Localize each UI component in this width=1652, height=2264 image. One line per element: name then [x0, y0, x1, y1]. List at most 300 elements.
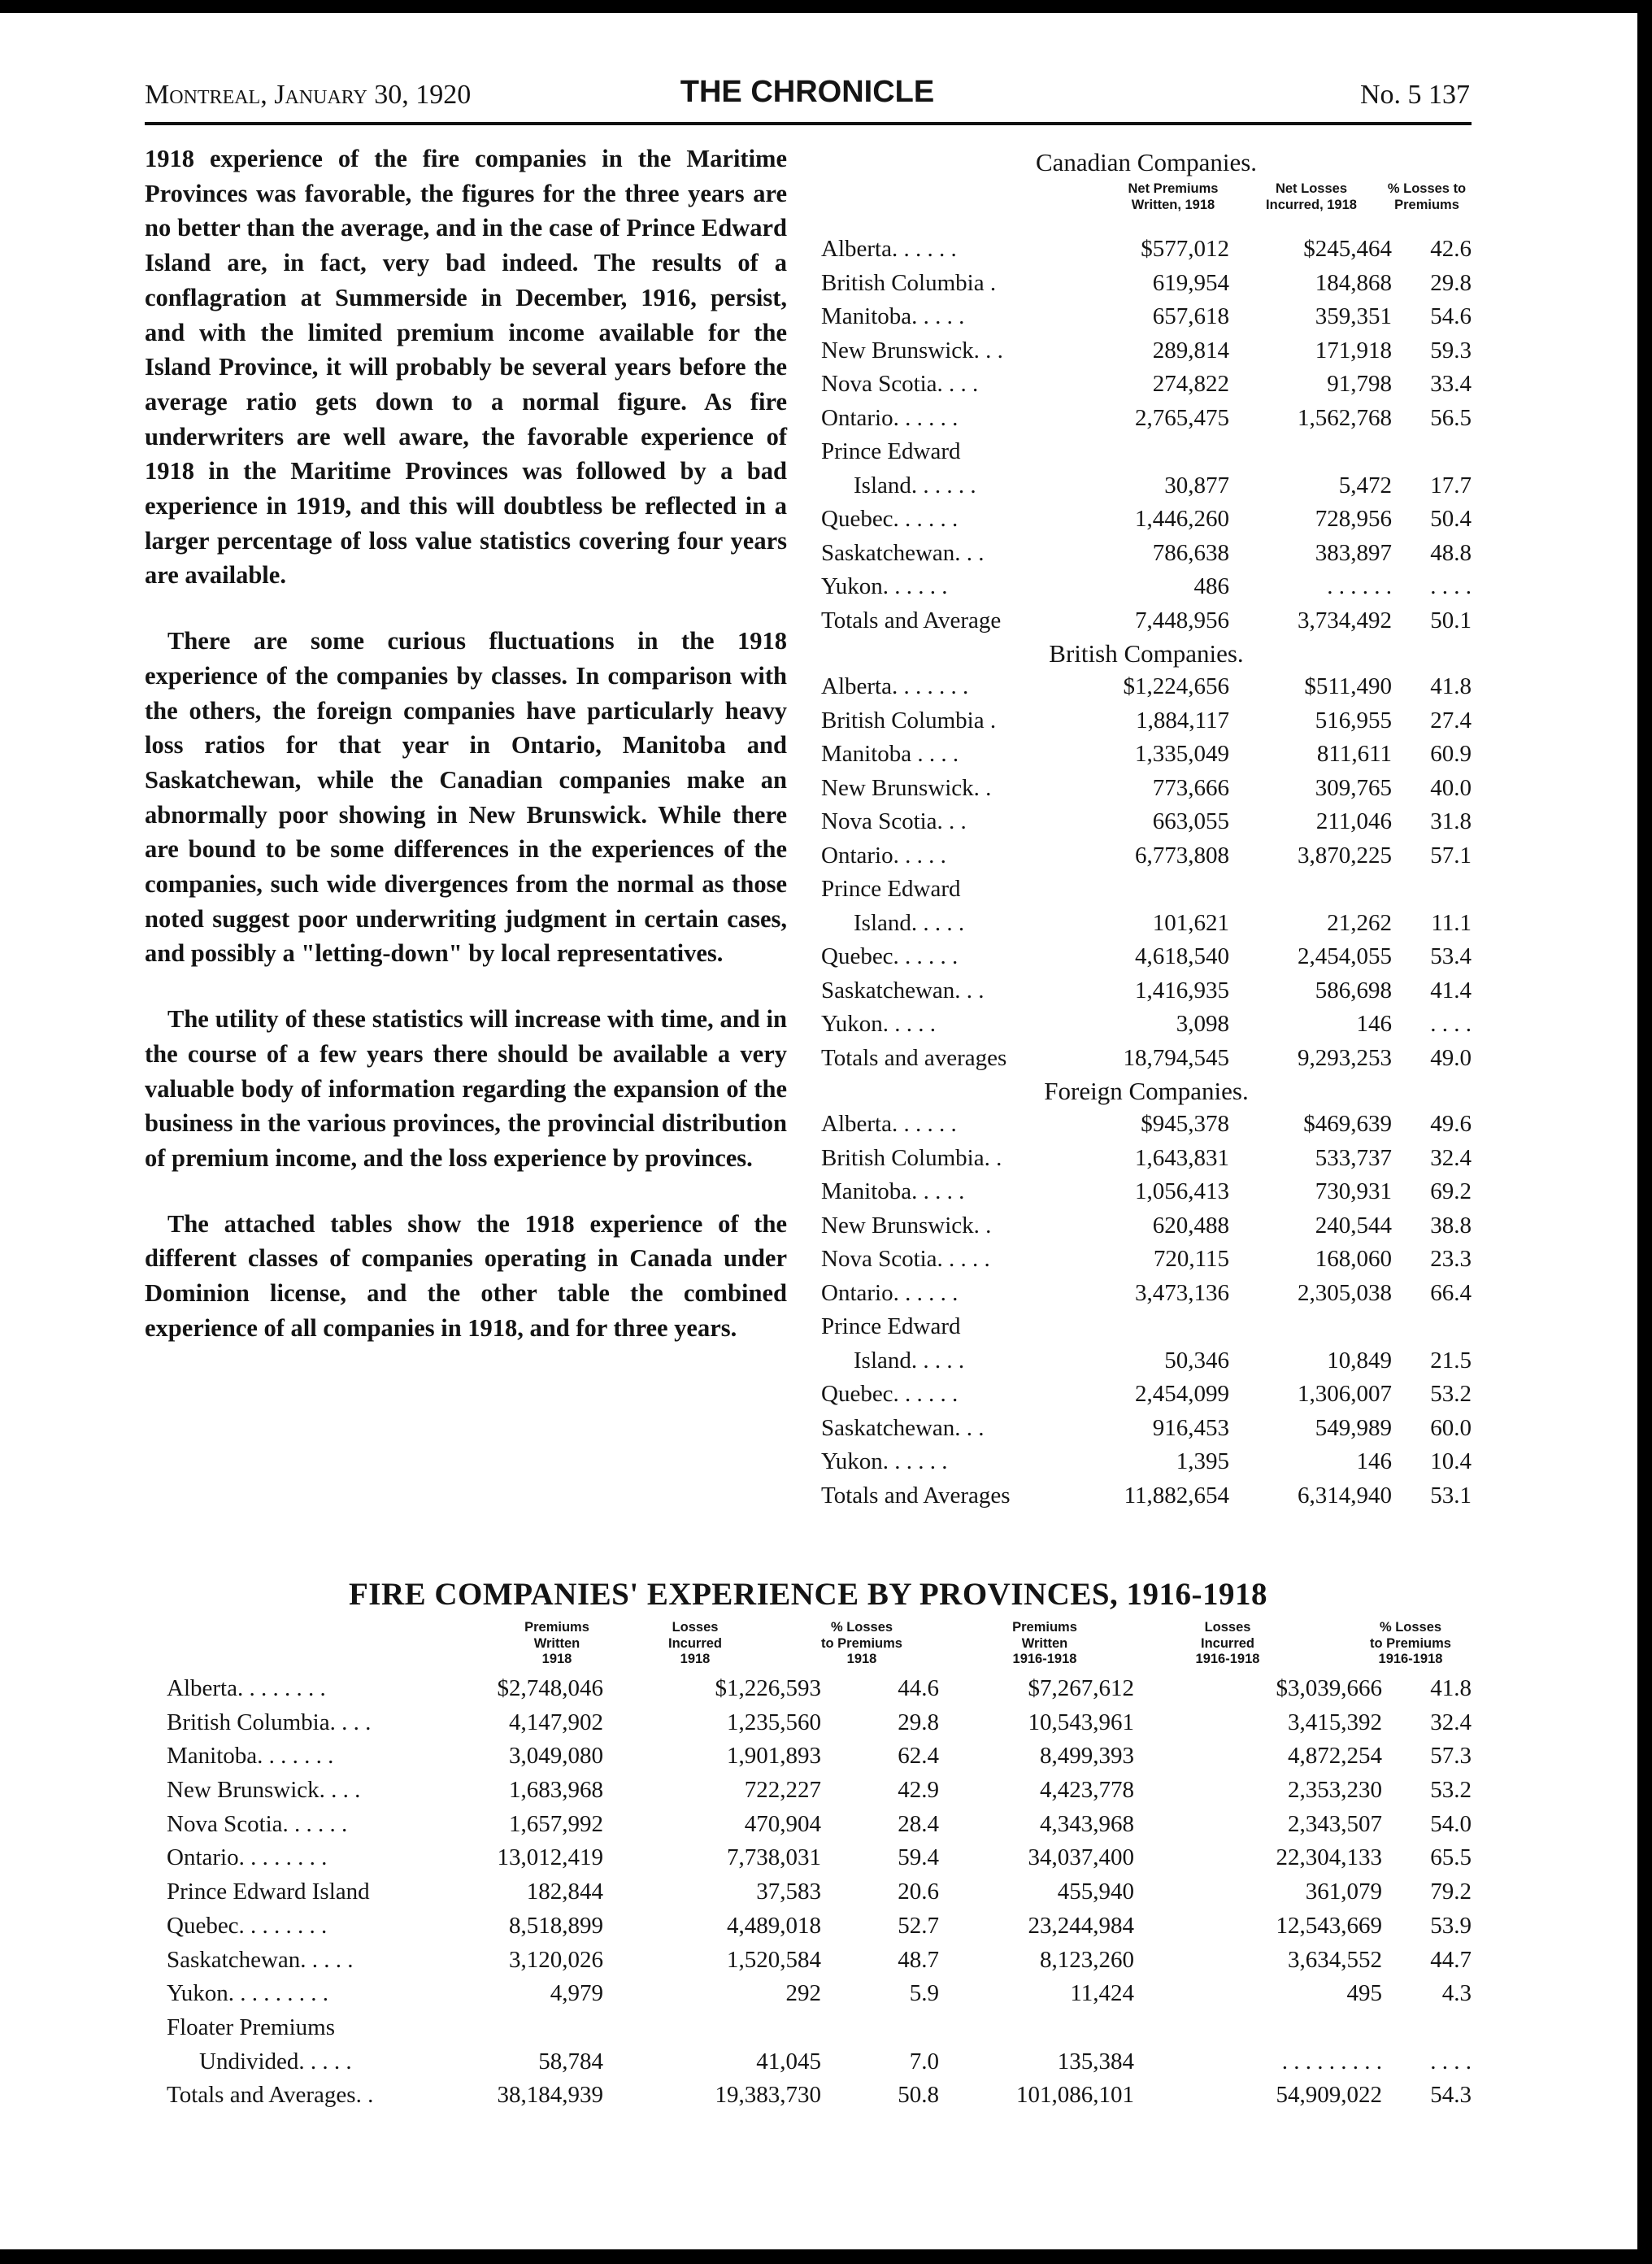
paragraph: 1918 experience of the fire companies in the Maritime Provinces was favorable, the figures for the three years are no better than the average, and in the case of Prince Edward Island are, in fact, very bad indeed. The results of a conflagration at Summerside in December, 1916, persist, and with the limited premium income available for the Island Province, it will probably be several years before the average ratio gets down to a normal figure. As fire underwriters are well aware, the favorable experience of 1918 in the Maritime Provinces was followed by a bad experience in 1919, and this will doubtless be reflected in a larger percentage of loss value statistics covering four years are available.: [145, 145, 787, 590]
row-label: Quebec. . . . . . . .: [167, 1912, 328, 1939]
header-line: 1916-1918: [1012, 1652, 1077, 1666]
losses-3yr-cell: 3,634,552: [1288, 1946, 1382, 1973]
loss-ratio-cell: . . . .: [1430, 573, 1472, 599]
row-label: Island. . . . . .: [854, 472, 976, 499]
ratio-1918-cell: 50.8: [898, 2082, 939, 2109]
net-losses-cell: 730,931: [1315, 1178, 1392, 1204]
row-label: Yukon. . . . . . . . .: [167, 1980, 328, 2007]
loss-ratio-cell: 53.4: [1430, 943, 1472, 969]
net-losses-cell: 91,798: [1327, 371, 1392, 397]
net-premiums-cell: 289,814: [1152, 337, 1229, 364]
header-line: 1916-1918: [1195, 1652, 1260, 1666]
net-losses-cell: $511,490: [1304, 673, 1392, 699]
premiums-3yr-cell: 4,423,778: [1040, 1777, 1134, 1804]
table-row: [821, 839, 1472, 873]
ratio-3yr-cell: . . . .: [1430, 2048, 1472, 2075]
row-label: Nova Scotia. . . .: [821, 371, 979, 397]
row-label: Quebec. . . . . .: [821, 1381, 959, 1407]
experience-table-headers: [167, 1620, 1472, 1672]
table-row: [821, 670, 1472, 704]
header-losses-1918: [646, 1620, 744, 1668]
row-label: Totals and Average: [821, 607, 1002, 633]
net-losses-cell: 10,849: [1327, 1347, 1392, 1374]
table-row: [167, 1808, 1472, 1842]
loss-ratio-cell: 50.4: [1430, 506, 1472, 532]
header-line: Losses: [1204, 1620, 1251, 1635]
table-row: [821, 1042, 1472, 1076]
net-premiums-cell: 1,416,935: [1135, 977, 1229, 1004]
row-label: Totals and Averages. .: [167, 2082, 374, 2109]
article-text: [145, 142, 787, 1377]
header-line: 1916-1918: [1378, 1652, 1443, 1666]
net-losses-cell: $469,639: [1303, 1111, 1392, 1137]
net-losses-cell: 309,765: [1315, 774, 1392, 801]
table-row: [167, 1841, 1472, 1875]
canadian-title: Canadian Companies.: [1035, 148, 1258, 176]
net-losses-cell: 6,314,940: [1298, 1482, 1392, 1509]
loss-ratio-cell: 32.4: [1430, 1144, 1472, 1171]
net-losses-cell: 383,897: [1315, 539, 1392, 566]
ratio-1918-cell: 20.6: [898, 1879, 939, 1905]
table-row: [821, 1479, 1472, 1513]
net-premiums-cell: 620,488: [1152, 1212, 1229, 1239]
net-premiums-cell: 11,882,654: [1124, 1482, 1229, 1509]
ratio-1918-cell: 48.7: [898, 1946, 939, 1973]
ratio-1918-cell: 59.4: [898, 1844, 939, 1871]
net-premiums-cell: 101,621: [1152, 909, 1229, 936]
net-premiums-cell: 720,115: [1153, 1246, 1229, 1272]
net-losses-cell: 5,472: [1338, 472, 1392, 499]
net-premiums-cell: 1,643,831: [1135, 1144, 1229, 1171]
premiums-3yr-cell: 11,424: [1070, 1980, 1134, 2007]
losses-3yr-cell: 54,909,022: [1276, 2082, 1382, 2109]
foreign-rows: [821, 1108, 1472, 1513]
header-line: Written: [1021, 1635, 1068, 1651]
net-premiums-cell: 50,346: [1164, 1347, 1229, 1374]
net-premiums-cell: 1,446,260: [1135, 506, 1229, 532]
net-premiums-cell: 663,055: [1152, 808, 1229, 834]
premiums-3yr-cell: 34,037,400: [1028, 1844, 1134, 1871]
loss-ratio-cell: 59.3: [1430, 337, 1472, 364]
net-losses-cell: 516,955: [1315, 707, 1392, 734]
header-title: THE CHRONICLE: [680, 75, 935, 109]
losses-3yr-cell: 2,343,507: [1288, 1810, 1382, 1837]
ratio-1918-cell: 52.7: [898, 1912, 939, 1939]
table-row: [821, 805, 1472, 839]
loss-ratio-cell: 66.4: [1430, 1279, 1472, 1306]
row-label: Saskatchewan. . . . .: [167, 1946, 354, 1973]
table-row: [821, 300, 1472, 334]
row-label: Ontario. . . . .: [821, 842, 946, 869]
experience-table-title: FIRE COMPANIES' EXPERIENCE BY PROVINCES, 1916-1918: [348, 1577, 1268, 1612]
net-premiums-cell: 3,098: [1176, 1011, 1229, 1037]
ratio-3yr-cell: 53.2: [1430, 1777, 1472, 1804]
net-premiums-cell: 619,954: [1152, 269, 1229, 296]
losses-3yr-cell: 3,415,392: [1288, 1709, 1382, 1735]
row-label: British Columbia. .: [821, 1144, 1002, 1171]
row-label: British Columbia .: [821, 707, 997, 734]
row-label: Ontario. . . . . .: [821, 404, 959, 431]
table-row: [821, 267, 1472, 301]
ratio-1918-cell: 29.8: [898, 1709, 939, 1735]
row-label: Manitoba. . . . .: [821, 303, 965, 329]
loss-ratio-cell: 69.2: [1430, 1178, 1472, 1204]
table-row: [821, 738, 1472, 772]
loss-ratio-cell: 31.8: [1430, 808, 1472, 834]
header-line: % Losses: [830, 1620, 893, 1635]
losses-3yr-cell: 22,304,133: [1276, 1844, 1382, 1871]
premiums-3yr-cell: 23,244,984: [1028, 1912, 1134, 1939]
net-losses-cell: 728,956: [1315, 506, 1392, 532]
losses-1918-cell: 722,227: [744, 1777, 821, 1804]
class-column-headers: [821, 179, 1472, 233]
net-losses-cell: . . . . . .: [1327, 573, 1392, 599]
foreign-title: Foreign Companies.: [1044, 1077, 1249, 1105]
net-losses-cell: 146: [1356, 1011, 1392, 1037]
losses-1918-cell: 4,489,018: [727, 1912, 821, 1939]
row-label: Quebec. . . . . .: [821, 943, 959, 969]
premiums-1918-cell: $2,748,046: [497, 1675, 603, 1701]
class-tables: [821, 146, 1472, 1513]
table-row: [821, 1142, 1472, 1176]
table-row: [167, 1875, 1472, 1909]
header-rule: [145, 122, 1472, 125]
row-label: Prince Edward: [821, 876, 961, 902]
table-row: [821, 1209, 1472, 1243]
ratio-1918-cell: 62.4: [898, 1743, 939, 1770]
losses-1918-cell: 470,904: [744, 1810, 821, 1837]
ratio-3yr-cell: 54.3: [1430, 2082, 1472, 2109]
row-label: Alberta. . . . . . . .: [167, 1675, 326, 1701]
premiums-3yr-cell: 101,086,101: [1016, 2082, 1134, 2109]
net-premiums-cell: 4,618,540: [1135, 943, 1229, 969]
premiums-3yr-cell: 8,499,393: [1040, 1743, 1134, 1770]
net-losses-cell: 9,293,253: [1298, 1044, 1392, 1071]
losses-1918-cell: 292: [785, 1980, 821, 2007]
british-title: British Companies.: [1049, 639, 1244, 668]
ratio-3yr-cell: 41.8: [1430, 1675, 1472, 1701]
header-premiums-3yr: [988, 1620, 1102, 1668]
header-line: Losses: [672, 1620, 719, 1635]
losses-1918-cell: $1,226,593: [715, 1675, 821, 1701]
net-losses-cell: 359,351: [1315, 303, 1392, 329]
row-label: Quebec. . . . . .: [821, 506, 959, 532]
row-label: Saskatchewan. . .: [821, 1414, 985, 1441]
table-row: [821, 503, 1472, 537]
header-line: % Losses: [1379, 1620, 1442, 1635]
table-row: [821, 1108, 1472, 1142]
ratio-3yr-cell: 79.2: [1430, 1879, 1472, 1905]
table-row: [167, 1774, 1472, 1808]
net-premiums-cell: $945,378: [1141, 1111, 1229, 1137]
table-row: [821, 1008, 1472, 1042]
net-losses-cell: 533,737: [1315, 1144, 1392, 1171]
table-row: [167, 1706, 1472, 1740]
header-line: Written: [533, 1635, 580, 1651]
row-label: Floater Premiums: [167, 2014, 336, 2040]
header-ratio-1918: [817, 1620, 906, 1668]
table-row: [821, 435, 1472, 469]
header-issue: No. 5 137: [1359, 80, 1470, 110]
loss-ratio-cell: 33.4: [1430, 371, 1472, 397]
ratio-3yr-cell: 32.4: [1430, 1709, 1472, 1735]
row-label: Manitoba. . . . . . .: [167, 1743, 334, 1770]
table-row: [821, 772, 1472, 806]
loss-ratio-cell: 41.8: [1430, 673, 1472, 699]
paragraph: The attached tables show the 1918 experience of the different classes of companies operating in Canada under Dominion license, and the other table the combined experience of all companies in 1918, and for three years.: [145, 1209, 787, 1342]
net-premiums-cell: 1,395: [1176, 1448, 1229, 1474]
loss-ratio-cell: 50.1: [1430, 607, 1472, 633]
net-premiums-cell: $577,012: [1141, 236, 1229, 262]
net-losses-cell: 3,870,225: [1298, 842, 1392, 869]
net-premiums-cell: 3,473,136: [1135, 1279, 1229, 1306]
net-losses-cell: 184,868: [1315, 269, 1392, 296]
row-label: Island. . . . .: [854, 909, 965, 936]
row-label: Undivided. . . . .: [199, 2048, 352, 2075]
experience-rows: [167, 1672, 1472, 2113]
loss-ratio-cell: 27.4: [1430, 707, 1472, 734]
premiums-1918-cell: 58,784: [538, 2048, 603, 2075]
ratio-1918-cell: 44.6: [898, 1675, 939, 1701]
loss-ratio-cell: 42.6: [1430, 236, 1472, 262]
ratio-3yr-cell: 54.0: [1430, 1810, 1472, 1837]
losses-3yr-cell: 495: [1346, 1980, 1382, 2007]
net-premiums-cell: 7,448,956: [1135, 607, 1229, 633]
row-label: Nova Scotia. . . . .: [821, 1246, 990, 1272]
net-premiums-cell: 657,618: [1152, 303, 1229, 329]
row-label: Prince Edward: [821, 438, 961, 464]
net-premiums-cell: 6,773,808: [1135, 842, 1229, 869]
loss-ratio-cell: 40.0: [1430, 774, 1472, 801]
premiums-1918-cell: 4,979: [550, 1980, 603, 2007]
loss-ratio-cell: 53.1: [1430, 1482, 1472, 1509]
losses-3yr-cell: 2,353,230: [1288, 1777, 1382, 1804]
experience-table: [167, 1620, 1472, 2113]
net-losses-cell: 3,734,492: [1298, 607, 1392, 633]
premiums-3yr-cell: 455,940: [1057, 1879, 1134, 1905]
premiums-3yr-cell: $7,267,612: [1028, 1675, 1134, 1701]
table-row: [821, 704, 1472, 738]
premiums-1918-cell: 1,657,992: [509, 1810, 603, 1837]
losses-1918-cell: 19,383,730: [715, 2082, 821, 2109]
row-label: Alberta. . . . . .: [821, 236, 957, 262]
loss-ratio-cell: 57.1: [1430, 842, 1472, 869]
header-line: Incurred: [1200, 1635, 1255, 1651]
table-row: [821, 1378, 1472, 1412]
losses-1918-cell: 7,738,031: [727, 1844, 821, 1871]
table-row: [821, 537, 1472, 571]
loss-ratio-cell: 38.8: [1430, 1212, 1472, 1239]
net-losses-cell: 586,698: [1315, 977, 1392, 1004]
loss-ratio-cell: 53.2: [1430, 1381, 1472, 1407]
table-row: [167, 2079, 1472, 2113]
net-losses-cell: 2,454,055: [1298, 943, 1392, 969]
table-row: [167, 1672, 1472, 1706]
header-line: Premiums: [524, 1620, 589, 1635]
loss-ratio-cell: 49.6: [1430, 1111, 1472, 1137]
premiums-1918-cell: 8,518,899: [509, 1912, 603, 1939]
ratio-1918-cell: 42.9: [898, 1777, 939, 1804]
premiums-3yr-cell: 4,343,968: [1040, 1810, 1134, 1837]
net-premiums-cell: $1,224,656: [1123, 673, 1229, 699]
ratio-3yr-cell: 57.3: [1430, 1743, 1472, 1770]
row-label: Saskatchewan. . .: [821, 977, 985, 1004]
losses-3yr-cell: $3,039,666: [1276, 1675, 1382, 1701]
losses-3yr-cell: 12,543,669: [1276, 1912, 1382, 1939]
row-label: Yukon. . . . . .: [821, 1448, 948, 1474]
net-losses-cell: 1,306,007: [1298, 1381, 1392, 1407]
losses-1918-cell: 37,583: [756, 1879, 821, 1905]
table-row: [821, 1344, 1472, 1378]
premiums-1918-cell: 4,147,902: [509, 1709, 603, 1735]
row-label: Manitoba. . . . .: [821, 1178, 965, 1204]
header-premiums-1918: [508, 1620, 606, 1668]
row-label: New Brunswick. .: [821, 774, 992, 801]
row-label: British Columbia. . . .: [167, 1709, 372, 1735]
losses-3yr-cell: . . . . . . . . .: [1281, 2048, 1382, 2075]
row-label: New Brunswick. .: [821, 1212, 992, 1239]
header-line: Premiums: [1012, 1620, 1077, 1635]
table-row: [167, 1739, 1472, 1774]
net-premiums-cell: 786,638: [1152, 539, 1229, 566]
header-line: 1918: [541, 1652, 572, 1666]
ratio-3yr-cell: 4.3: [1441, 1980, 1472, 2007]
losses-1918-cell: 1,235,560: [727, 1709, 821, 1735]
row-label: Prince Edward: [821, 1313, 961, 1339]
header-net-losses: Net Losses Incurred, 1918: [1266, 181, 1357, 212]
net-losses-cell: 211,046: [1315, 808, 1392, 834]
header-ratio-3yr: [1350, 1620, 1472, 1668]
table-row: [821, 940, 1472, 974]
row-label: Manitoba . . . .: [821, 741, 959, 767]
ratio-1918-cell: 5.9: [909, 1980, 939, 2007]
row-label: Saskatchewan. . .: [821, 539, 985, 566]
loss-ratio-cell: 60.9: [1430, 741, 1472, 767]
net-premiums-cell: 916,453: [1152, 1414, 1229, 1441]
net-premiums-cell: 773,666: [1152, 774, 1229, 801]
row-label: New Brunswick. . . .: [167, 1777, 361, 1804]
table-row: [821, 233, 1472, 267]
table-row: [821, 334, 1472, 368]
paragraph: There are some curious fluctuations in the 1918 experience of the companies by classes. In comparison with the others, the foreign companies have particularly heavy loss ratios for that year in Ontario, Manitoba and Saskatchewan, while the Canadian companies make an abnormally poor showing in New Brunswick. While there are bound to be some differences in the experiences of the companies, such wide divergences from the normal as those noted suggest poor underwriting judgment in certain cases, and possibly a "letting-down" by local representatives.: [145, 627, 787, 968]
losses-1918-cell: 1,901,893: [727, 1743, 821, 1770]
loss-ratio-cell: 56.5: [1430, 404, 1472, 431]
net-premiums-cell: 2,765,475: [1135, 404, 1229, 431]
net-losses-cell: 811,611: [1316, 741, 1392, 767]
net-losses-cell: 549,989: [1315, 1414, 1392, 1441]
paragraph: The utility of these statistics will increase with time, and in the course of a few years there should be available a very valuable body of information regarding the expansion of the business in the various provinces, the provincial distribution of premium income, and the loss experience by provinces.: [145, 1005, 787, 1172]
loss-ratio-cell: 49.0: [1430, 1044, 1472, 1071]
table-row: [167, 2045, 1472, 2079]
loss-ratio-cell: 17.7: [1430, 472, 1472, 499]
row-label: British Columbia .: [821, 269, 997, 296]
table-row: [821, 1175, 1472, 1209]
net-premiums-cell: 2,454,099: [1135, 1381, 1229, 1407]
header-line: Incurred: [667, 1635, 723, 1651]
table-row: [167, 1909, 1472, 1944]
net-premiums-cell: 18,794,545: [1123, 1044, 1229, 1071]
premiums-1918-cell: 38,184,939: [497, 2082, 603, 2109]
net-losses-cell: 21,262: [1327, 909, 1392, 936]
british-rows: [821, 670, 1472, 1075]
loss-ratio-cell: 21.5: [1430, 1347, 1472, 1374]
losses-3yr-cell: 4,872,254: [1288, 1743, 1382, 1770]
ratio-3yr-cell: 44.7: [1430, 1946, 1472, 1973]
net-premiums-cell: 30,877: [1164, 472, 1229, 499]
row-label: Alberta. . . . . . .: [821, 673, 969, 699]
table-row: [821, 907, 1472, 941]
loss-ratio-cell: 10.4: [1430, 1448, 1472, 1474]
header-loss-ratio: % Losses to Premiums: [1387, 181, 1467, 212]
ratio-1918-cell: 7.0: [909, 2048, 939, 2075]
loss-ratio-cell: 23.3: [1430, 1246, 1472, 1272]
row-label: Prince Edward Island: [167, 1879, 370, 1905]
loss-ratio-cell: 60.0: [1430, 1414, 1472, 1441]
losses-1918-cell: 41,045: [756, 2048, 821, 2075]
loss-ratio-cell: 11.1: [1431, 909, 1472, 936]
table-row: [821, 1277, 1472, 1311]
loss-ratio-cell: 41.4: [1430, 977, 1472, 1004]
row-label: Ontario. . . . . . . .: [167, 1844, 328, 1871]
table-row: [167, 1944, 1472, 1978]
row-label: Yukon. . . . . .: [821, 573, 948, 599]
row-label: New Brunswick. . .: [821, 337, 1003, 364]
net-losses-cell: 168,060: [1315, 1246, 1392, 1272]
net-losses-cell: 240,544: [1315, 1212, 1392, 1239]
row-label: Ontario. . . . . .: [821, 1279, 959, 1306]
net-losses-cell: 1,562,768: [1298, 404, 1392, 431]
table-row: [821, 570, 1472, 604]
premiums-3yr-cell: 8,123,260: [1040, 1946, 1134, 1973]
table-row: [167, 2011, 1472, 2045]
net-losses-cell: 171,918: [1315, 337, 1392, 364]
table-row: [821, 873, 1472, 907]
premiums-1918-cell: 13,012,419: [497, 1844, 603, 1871]
header-line: 1918: [680, 1652, 711, 1666]
net-premiums-cell: 1,056,413: [1135, 1178, 1229, 1204]
running-head: [145, 75, 1470, 115]
table-row: [821, 402, 1472, 436]
net-premiums-cell: 274,822: [1152, 371, 1229, 397]
header-date: Montreal, January 30, 1920: [145, 80, 472, 110]
loss-ratio-cell: . . . .: [1430, 1011, 1472, 1037]
canadian-rows: [821, 233, 1472, 638]
row-label: Yukon. . . . .: [821, 1011, 936, 1037]
header-line: 1918: [846, 1652, 877, 1666]
premiums-1918-cell: 3,120,026: [509, 1946, 603, 1973]
row-label: Alberta. . . . . .: [821, 1111, 957, 1137]
net-premiums-cell: 486: [1193, 573, 1229, 599]
header-net-premiums: Net Premiums Written, 1918: [1128, 181, 1219, 212]
net-losses-cell: $245,464: [1303, 236, 1392, 262]
table-row: [821, 974, 1472, 1008]
table-row: [821, 469, 1472, 503]
row-label: Totals and Averages: [821, 1482, 1011, 1509]
ratio-1918-cell: 28.4: [898, 1810, 939, 1837]
header-line: to Premiums: [821, 1635, 902, 1651]
premiums-1918-cell: 1,683,968: [509, 1777, 603, 1804]
row-label: Nova Scotia. . .: [821, 808, 967, 834]
net-losses-cell: 2,305,038: [1298, 1279, 1392, 1306]
table-row: [167, 1977, 1472, 2011]
premiums-1918-cell: 3,049,080: [509, 1743, 603, 1770]
loss-ratio-cell: 48.8: [1430, 539, 1472, 566]
net-premiums-cell: 1,335,049: [1135, 741, 1229, 767]
table-row: [821, 604, 1472, 638]
loss-ratio-cell: 29.8: [1430, 269, 1472, 296]
header-line: to Premiums: [1370, 1635, 1451, 1651]
loss-ratio-cell: 54.6: [1430, 303, 1472, 329]
